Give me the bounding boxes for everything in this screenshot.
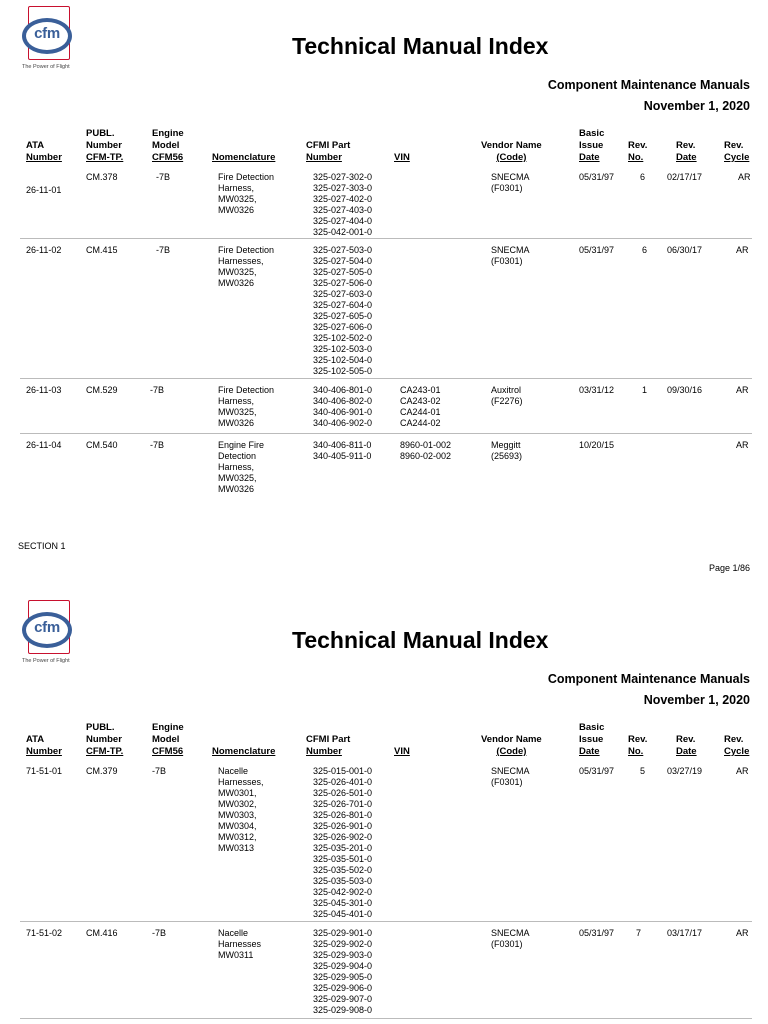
- document-date: November 1, 2020: [643, 99, 750, 113]
- table-row: [20, 383, 752, 434]
- cfmi-parts: 325-027-503-0 325-027-504-0 325-027-505-0 325-027-506-0 325-027-603-0 325-027-604-0 325-027-605-0 325-027-606-0 325-102-502-0 325-102-503-0 325-102-504-0 325-102-505-0: [313, 245, 373, 376]
- col-engine: Engine Model CFM56: [152, 722, 184, 757]
- vin: 8960-01-002 8960-02-002: [400, 440, 452, 461]
- engine-model: -7B: [156, 172, 171, 182]
- rev-no: 7: [636, 928, 642, 938]
- ata-number: 26-11-01: [26, 185, 62, 195]
- cfmi-parts: 325-029-901-0 325-029-902-0 325-029-903-0 325-029-904-0 325-029-905-0 325-029-906-0 325-029-907-0 325-029-908-0: [313, 928, 373, 1015]
- publ-number: CM.540: [86, 440, 118, 450]
- col-rev-no: Rev. No.: [628, 140, 648, 163]
- document-date: November 1, 2020: [643, 693, 750, 707]
- col-ata: ATA Number: [26, 734, 62, 757]
- col-publ: PUBL. Number CFM-TP.: [86, 722, 124, 757]
- page-title: Technical Manual Index: [292, 627, 549, 653]
- col-basic-issue: Basic Issue Date: [579, 128, 605, 163]
- nomenclature: Fire Detection Harness, MW0325, MW0326: [218, 385, 275, 428]
- ata-number: 71-51-02: [26, 928, 63, 938]
- col-cfmi-part: CFMI Part Number: [306, 140, 351, 163]
- col-rev-date: Rev. Date: [676, 140, 697, 163]
- col-rev-date: Rev. Date: [676, 734, 697, 757]
- rev-no: 6: [640, 172, 646, 182]
- vendor: SNECMA (F0301): [491, 928, 530, 949]
- ata-number: 26-11-03: [26, 385, 62, 395]
- basic-issue-date: 05/31/97: [579, 172, 615, 182]
- cfmi-parts: 340-406-811-0 340-405-911-0: [313, 440, 372, 461]
- table-row: [20, 438, 752, 498]
- vendor: SNECMA (F0301): [491, 172, 530, 193]
- vendor: SNECMA (F0301): [491, 245, 530, 266]
- col-nomenclature: Nomenclature: [212, 746, 276, 757]
- col-vendor: Vendor Name (Code): [481, 734, 542, 757]
- col-rev-cycle: Rev. Cycle: [724, 140, 750, 163]
- rev-cycle: AR: [736, 245, 749, 255]
- table-row: [20, 170, 752, 239]
- col-publ: PUBL. Number CFM-TP.: [86, 128, 124, 163]
- rev-no: 5: [640, 766, 646, 776]
- engine-model: -7B: [152, 928, 167, 938]
- ata-number: 26-11-04: [26, 440, 62, 450]
- logo-text: cfm: [34, 25, 60, 42]
- vendor: Auxitrol (F2276): [491, 385, 523, 406]
- nomenclature: Engine Fire Detection Harness, MW0325, MW0326: [218, 440, 265, 494]
- rev-cycle: AR: [738, 172, 751, 182]
- publ-number: CM.378: [86, 172, 118, 182]
- cfmi-parts: 340-406-801-0 340-406-802-0 340-406-901-0 340-406-902-0: [313, 385, 373, 428]
- rev-cycle: AR: [736, 385, 749, 395]
- col-rev-cycle: Rev. Cycle: [724, 734, 750, 757]
- engine-model: -7B: [156, 245, 171, 255]
- basic-issue-date: 05/31/97: [579, 928, 615, 938]
- ata-number: 71-51-01: [26, 766, 63, 776]
- rev-no: 1: [642, 385, 648, 395]
- basic-issue-date: 10/20/15: [579, 440, 615, 450]
- rev-date: 03/17/17: [667, 928, 703, 938]
- nomenclature: Fire Detection Harnesses, MW0325, MW0326: [218, 245, 275, 288]
- rev-date: 06/30/17: [667, 245, 703, 255]
- col-vin: VIN: [394, 152, 410, 163]
- document-subtitle: Component Maintenance Manuals: [547, 78, 750, 92]
- table-row: [20, 926, 752, 1019]
- ata-number: 26-11-02: [26, 245, 62, 255]
- col-basic-issue: Basic Issue Date: [579, 722, 605, 757]
- cfm-logo: [22, 600, 78, 668]
- publ-number: CM.416: [86, 928, 118, 938]
- rev-cycle: AR: [736, 928, 749, 938]
- rev-cycle: AR: [736, 440, 749, 450]
- page-number: Page 1/86: [708, 563, 750, 573]
- col-rev-no: Rev. No.: [628, 734, 648, 757]
- page-title: Technical Manual Index: [292, 33, 549, 59]
- vendor: Meggitt (25693): [491, 440, 523, 461]
- nomenclature: Fire Detection Harness, MW0325, MW0326: [218, 172, 275, 215]
- nomenclature: Nacelle Harnesses, MW0301, MW0302, MW0303, MW0304, MW0312, MW0313: [218, 766, 264, 853]
- nomenclature: Nacelle Harnesses MW0311: [218, 928, 262, 960]
- logo-tagline: The Power of Flight: [22, 658, 70, 664]
- table-row: [20, 764, 752, 922]
- engine-model: -7B: [152, 766, 167, 776]
- engine-model: -7B: [150, 385, 165, 395]
- col-cfmi-part: CFMI Part Number: [306, 734, 351, 757]
- rev-date: 02/17/17: [667, 172, 703, 182]
- rev-cycle: AR: [736, 766, 749, 776]
- col-vendor: Vendor Name (Code): [481, 140, 542, 163]
- engine-model: -7B: [150, 440, 165, 450]
- vin: CA243-01 CA243-02 CA244-01 CA244-02: [400, 385, 441, 428]
- col-engine: Engine Model CFM56: [152, 128, 184, 163]
- cfmi-parts: 325-015-001-0 325-026-401-0 325-026-501-0 325-026-701-0 325-026-801-0 325-026-901-0 325-026-902-0 325-035-201-0 325-035-501-0 325-035-502-0 325-035-503-0 325-042-902-0 325-045-301-0 325-045-401-0: [313, 766, 373, 919]
- rev-no: 6: [642, 245, 648, 255]
- vendor: SNECMA (F0301): [491, 766, 530, 787]
- cfm-logo: [22, 6, 78, 74]
- rev-date: 03/27/19: [667, 766, 703, 776]
- basic-issue-date: 05/31/97: [579, 245, 615, 255]
- publ-number: CM.379: [86, 766, 118, 776]
- rev-date: 09/30/16: [667, 385, 703, 395]
- basic-issue-date: 03/31/12: [579, 385, 615, 395]
- logo-tagline: The Power of Flight: [22, 64, 70, 70]
- section-label: SECTION 1: [18, 541, 66, 551]
- col-ata: ATA Number: [26, 140, 62, 163]
- publ-number: CM.529: [86, 385, 118, 395]
- logo-text: cfm: [34, 619, 60, 636]
- col-nomenclature: Nomenclature: [212, 152, 276, 163]
- cfmi-parts: 325-027-302-0 325-027-303-0 325-027-402-0 325-027-403-0 325-027-404-0 325-042-001-0: [313, 172, 373, 237]
- table-row: [20, 243, 752, 379]
- document-subtitle: Component Maintenance Manuals: [547, 672, 750, 686]
- col-vin: VIN: [394, 746, 410, 757]
- page-2: [0, 594, 768, 1024]
- basic-issue-date: 05/31/97: [579, 766, 615, 776]
- publ-number: CM.415: [86, 245, 118, 255]
